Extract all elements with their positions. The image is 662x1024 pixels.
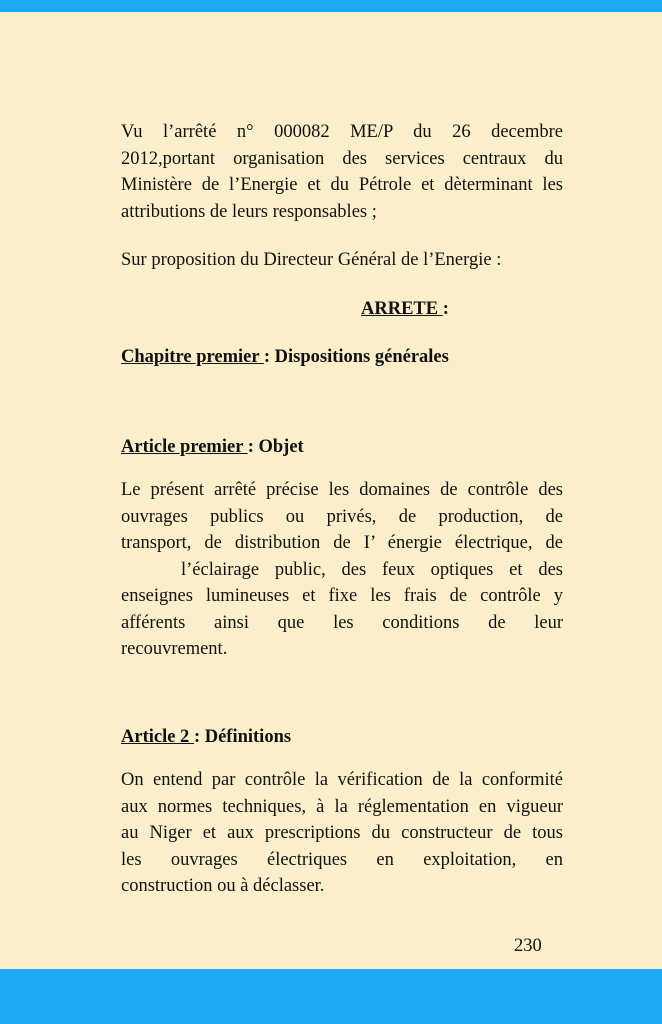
text-line: afférents ainsi que les conditions de leur: [121, 612, 563, 633]
text-line: On entend par contrôle la vérification de la conformité: [121, 770, 563, 790]
article1-label: Article premier: [121, 436, 248, 457]
paragraph-sur-proposition: Sur proposition du Directeur Général de l’Energie :: [121, 250, 502, 270]
text-line: ouvrages publics ou privés, de production, de: [121, 506, 563, 527]
article1-heading: [121, 434, 563, 461]
text-line: 2012,portant organisation des services centraux du: [121, 148, 563, 169]
article2-title: : Définitions: [193, 726, 292, 747]
text-line: enseignes lumineuses et fixe les frais de contrôle y: [121, 586, 563, 606]
page-number: 230: [514, 936, 542, 956]
arrete-colon: :: [442, 298, 449, 319]
text-line: Vu l’arrêté n° 000082 ME/P du 26 decembre: [121, 122, 563, 142]
text-line: attributions de leurs responsables ;: [121, 201, 377, 222]
arrete-heading: [121, 296, 563, 323]
article2-body: [121, 767, 563, 900]
text-line: l’éclairage public, des feux optiques et des: [181, 559, 563, 580]
chapter-title: : Dispositions générales: [263, 347, 449, 367]
text-line: au Niger et aux prescriptions du constructeur de tous: [121, 823, 563, 843]
paragraph-vu: [121, 119, 563, 225]
text-line: transport, de distribution de I’ énergie électrique, de: [121, 533, 563, 553]
arrete-label: ARRETE: [361, 298, 443, 319]
text-line: aux normes techniques, à la réglementation en vigueur: [121, 796, 563, 817]
article2-label: Article 2: [121, 726, 194, 747]
document-body: [121, 119, 563, 900]
chapter-heading: [121, 344, 563, 371]
article1-body: [121, 477, 563, 663]
article1-title: : Objet: [247, 436, 304, 457]
text-line: les ouvrages électriques en exploitation, en: [121, 849, 563, 870]
bottom-bar: [0, 969, 662, 1024]
top-bar: [0, 0, 662, 12]
text-line: Le présent arrêté précise les domaines de contrôle des: [121, 480, 563, 500]
text-line: Ministère de l’Energie et du Pétrole et dèterminant les: [121, 175, 563, 195]
text-line: construction ou à déclasser.: [121, 876, 325, 896]
article2-heading: [121, 724, 563, 751]
text-line: recouvrement.: [121, 639, 228, 659]
chapter-label: Chapitre premier: [121, 347, 264, 367]
